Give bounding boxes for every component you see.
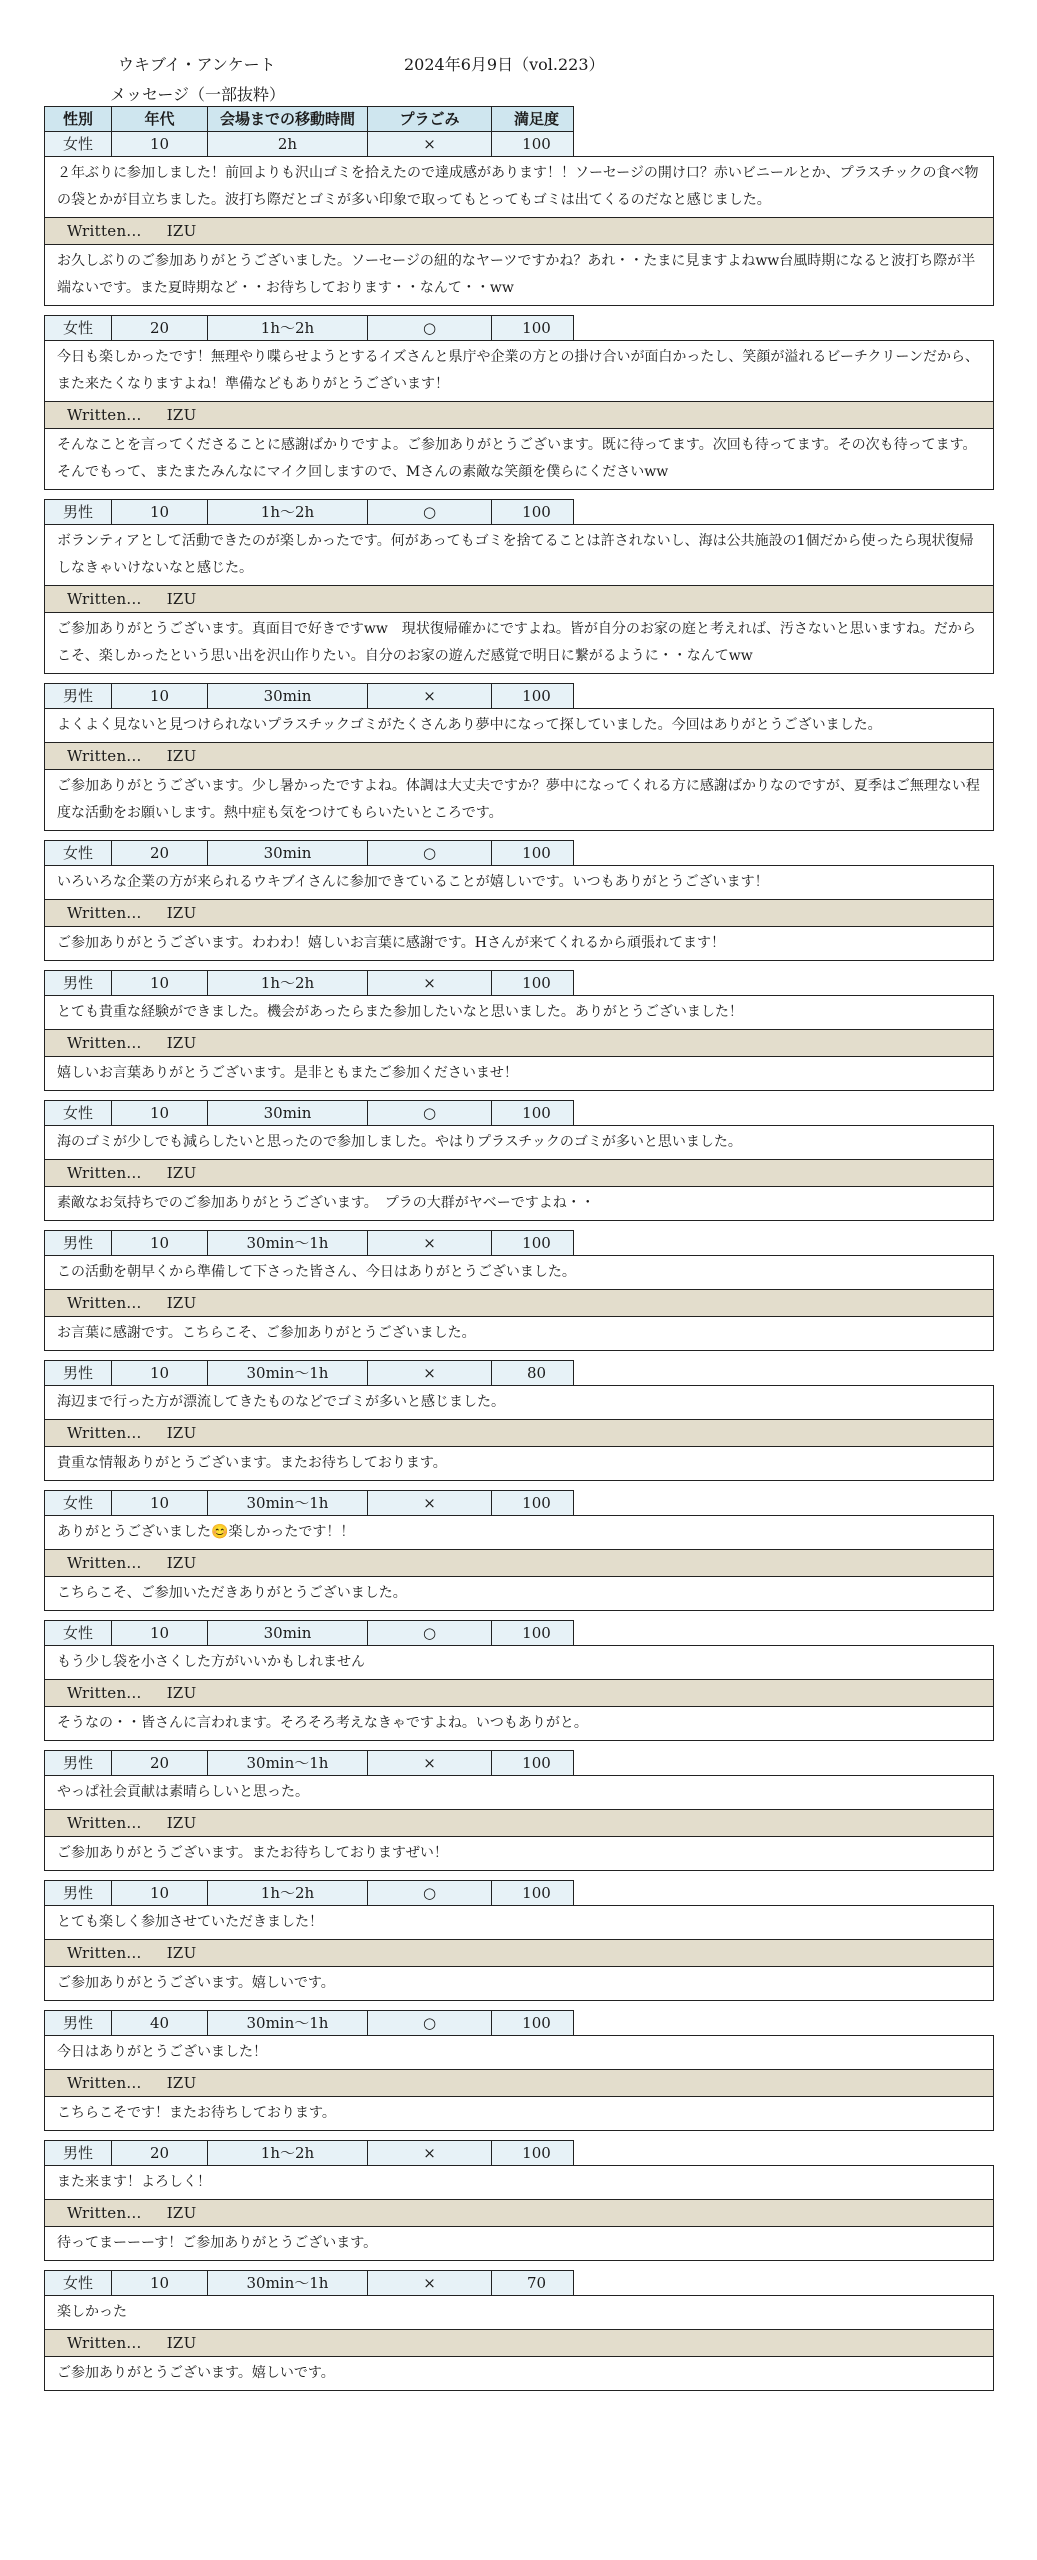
staff-reply: ご参加ありがとうございます。真面目で好きですww 現状復帰確かにですよね。皆が自分のお家の庭と考えれば、汚さないと思いますね。だからこそ、楽しかったという思い出を沢山作りたい。自分のお家の遊んだ感覚で明日に繋がるように・・なんてww (44, 613, 994, 674)
age-value: 10 (111, 1361, 207, 1385)
satisfaction-value: 100 (491, 1231, 581, 1255)
plastic-value: ○ (367, 500, 491, 524)
attribute-row (44, 2140, 574, 2165)
attribute-row (44, 1880, 574, 1905)
staff-reply: ご参加ありがとうございます。嬉しいです。 (44, 1967, 994, 2001)
reply-label: Written... (67, 1684, 142, 1702)
age-value: 40 (111, 2011, 207, 2035)
gender-value: 男性 (62, 503, 93, 521)
survey-entry (44, 1620, 994, 1741)
satisfaction-value: 100 (491, 316, 581, 340)
participant-message: この活動を朝早くから準備して下さった皆さん、今日はありがとうございました。 (44, 1255, 994, 1290)
age-value: 20 (111, 2141, 207, 2165)
attribute-row (44, 1360, 574, 1385)
reply-writer: IZU (166, 747, 197, 765)
participant-message: ありがとうございました😊楽しかったです！！ (44, 1515, 994, 1550)
age-value: 20 (111, 841, 207, 865)
column-satisfaction: 満足度 (491, 107, 581, 131)
participant-message: ２年ぶりに参加しました！前回よりも沢山ゴミを拾えたので達成感があります！！ソーセージの開け口？赤いビニールとか、プラスチックの食べ物の袋とかが目立ちました。波打ち際だとゴミが多い印象で取ってもとってもゴミは出てくるのだなと感じました。 (44, 156, 994, 218)
reply-writer: IZU (166, 222, 197, 240)
reply-header (44, 1160, 994, 1187)
travel-time-value: 1h〜2h (207, 971, 367, 995)
reply-header (44, 402, 994, 429)
survey-entry (44, 970, 994, 1091)
reply-header (44, 1290, 994, 1317)
plastic-value: ○ (367, 2011, 491, 2035)
survey-entry (44, 2010, 994, 2131)
staff-reply: ご参加ありがとうございます。少し暑かったですよね。体調は大丈夫ですか？夢中になってくれる方に感謝ばかりなのですが、夏季はご無理ない程度な活動をお願いします。熱中症も気をつけてもらいたいところです。 (44, 770, 994, 831)
reply-label: Written... (67, 1814, 142, 1832)
attribute-row (44, 1100, 574, 1125)
staff-reply: そんなことを言ってくださることに感謝ばかりですよ。ご参加ありがとうございます。既に待ってます。次回も待ってます。その次も待ってます。そんでもって、またまたみんなにマイク回しますので、Mさんの素敵な笑顔を僕らにくださいww (44, 429, 994, 490)
travel-time-value: 30min〜1h (207, 1361, 367, 1385)
participant-message: とても楽しく参加させていただきました！ (44, 1905, 994, 1940)
column-age: 年代 (111, 107, 207, 131)
attribute-row (44, 315, 574, 340)
age-value: 20 (111, 316, 207, 340)
column-travel-time: 会場までの移動時間 (207, 107, 367, 131)
staff-reply: ご参加ありがとうございます。わわわ！嬉しいお言葉に感謝です。Hさんが来てくれるから頑張れてます！ (44, 927, 994, 961)
travel-time-value: 1h〜2h (207, 316, 367, 340)
staff-reply: ご参加ありがとうございます。またお待ちしておりますぜい！ (44, 1837, 994, 1871)
participant-message: また来ます！よろしく！ (44, 2165, 994, 2200)
survey-entry (44, 1230, 994, 1351)
gender-value: 男性 (62, 1364, 93, 1382)
travel-time-value: 30min (207, 1101, 367, 1125)
participant-message: 海のゴミが少しでも減らしたいと思ったので参加しました。やはりプラスチックのゴミが多いと思いました。 (44, 1125, 994, 1160)
plastic-value: × (367, 1491, 491, 1515)
attribute-row (44, 1620, 574, 1645)
staff-reply: 素敵なお気持ちでのご参加ありがとうございます。 プラの大群がヤベーですよね・・ (44, 1187, 994, 1221)
reply-header (44, 1810, 994, 1837)
reply-label: Written... (67, 1294, 142, 1312)
plastic-value: ○ (367, 1881, 491, 1905)
travel-time-value: 30min〜1h (207, 1231, 367, 1255)
gender-value: 女性 (62, 844, 93, 862)
age-value: 10 (111, 684, 207, 708)
attribute-row (44, 2010, 574, 2035)
survey-title: ウキブイ・アンケート (118, 55, 276, 74)
reply-label: Written... (67, 904, 142, 922)
reply-header (44, 2330, 994, 2357)
travel-time-value: 1h〜2h (207, 500, 367, 524)
attribute-row (44, 683, 574, 708)
travel-time-value: 30min〜1h (207, 1491, 367, 1515)
reply-writer: IZU (166, 1424, 197, 1442)
reply-writer: IZU (166, 590, 197, 608)
attribute-row (44, 1230, 574, 1255)
age-value: 10 (111, 1231, 207, 1255)
participant-message: やっぱ社会貢献は素晴らしいと思った。 (44, 1775, 994, 1810)
gender-value: 女性 (62, 135, 93, 153)
attribute-row (44, 131, 574, 156)
participant-message: 今日はありがとうございました！ (44, 2035, 994, 2070)
reply-header (44, 1680, 994, 1707)
staff-reply: 待ってまーーーす！ご参加ありがとうございます。 (44, 2227, 994, 2261)
reply-label: Written... (67, 222, 142, 240)
reply-header (44, 2070, 994, 2097)
reply-writer: IZU (166, 406, 197, 424)
plastic-value: × (367, 1361, 491, 1385)
attribute-row (44, 840, 574, 865)
reply-header (44, 1940, 994, 1967)
gender-value: 男性 (62, 1234, 93, 1252)
age-value: 10 (111, 500, 207, 524)
reply-label: Written... (67, 2334, 142, 2352)
plastic-value: × (367, 132, 491, 156)
reply-label: Written... (67, 406, 142, 424)
reply-writer: IZU (166, 1554, 197, 1572)
reply-header (44, 586, 994, 613)
staff-reply: 貴重な情報ありがとうございます。またお待ちしております。 (44, 1447, 994, 1481)
survey-entry (44, 683, 994, 831)
travel-time-value: 2h (207, 132, 367, 156)
satisfaction-value: 100 (491, 1621, 581, 1645)
survey-entry (44, 2270, 994, 2391)
reply-header (44, 218, 994, 245)
staff-reply: ご参加ありがとうございます。嬉しいです。 (44, 2357, 994, 2391)
reply-label: Written... (67, 747, 142, 765)
survey-entry (44, 840, 994, 961)
travel-time-value: 30min〜1h (207, 2271, 367, 2295)
reply-header (44, 2200, 994, 2227)
travel-time-value: 30min (207, 841, 367, 865)
age-value: 10 (111, 1621, 207, 1645)
satisfaction-value: 100 (491, 1881, 581, 1905)
survey-entry (44, 315, 994, 490)
plastic-value: × (367, 1751, 491, 1775)
satisfaction-value: 100 (491, 132, 581, 156)
column-plastic: プラごみ (367, 107, 491, 131)
plastic-value: ○ (367, 316, 491, 340)
participant-message: ボランティアとして活動できたのが楽しかったです。何があってもゴミを捨てることは許されないし、海は公共施設の1個だから使ったら現状復帰しなきゃいけないなと感じた。 (44, 524, 994, 586)
attribute-row (44, 1750, 574, 1775)
plastic-value: ○ (367, 1621, 491, 1645)
participant-message: 今日も楽しかったです！無理やり喋らせようとするイズさんと県庁や企業の方との掛け合いが面白かったし、笑顔が溢れるビーチクリーンだから、また来たくなりますよね！準備などもありがとうございます！ (44, 340, 994, 402)
reply-writer: IZU (166, 1294, 197, 1312)
survey-entry (44, 1750, 994, 1871)
participant-message: よくよく見ないと見つけられないプラスチックゴミがたくさんあり夢中になって探していました。今回はありがとうございました。 (44, 708, 994, 743)
survey-entry (44, 2140, 994, 2261)
plastic-value: × (367, 971, 491, 995)
survey-entries (44, 106, 994, 2400)
reply-writer: IZU (166, 2334, 197, 2352)
reply-label: Written... (67, 1164, 142, 1182)
gender-value: 女性 (62, 1104, 93, 1122)
plastic-value: × (367, 1231, 491, 1255)
survey-entry (44, 1880, 994, 2001)
travel-time-value: 30min (207, 1621, 367, 1645)
reply-writer: IZU (166, 2204, 197, 2222)
gender-value: 男性 (62, 1884, 93, 1902)
reply-label: Written... (67, 1034, 142, 1052)
reply-header (44, 900, 994, 927)
gender-value: 女性 (62, 1494, 93, 1512)
reply-writer: IZU (166, 1034, 197, 1052)
staff-reply: お久しぶりのご参加ありがとうございました。ソーセージの紐的なヤーツですかね？あれ・・たまに見ますよねww台風時期になると波打ち際が半端ないです。また夏時期など・・お待ちしております・・なんて・・ww (44, 245, 994, 306)
travel-time-value: 30min〜1h (207, 2011, 367, 2035)
survey-entry (44, 1100, 994, 1221)
gender-value: 男性 (62, 2144, 93, 2162)
column-gender: 性別 (62, 110, 93, 128)
participant-message: 楽しかった (44, 2295, 994, 2330)
age-value: 10 (111, 1491, 207, 1515)
survey-entry (44, 1360, 994, 1481)
participant-message: もう少し袋を小さくした方がいいかもしれません (44, 1645, 994, 1680)
reply-header (44, 1550, 994, 1577)
attribute-row (44, 2270, 574, 2295)
staff-reply: こちらこそ、ご参加いただきありがとうございました。 (44, 1577, 994, 1611)
participant-message: とても貴重な経験ができました。機会があったらまた参加したいなと思いました。ありがとうございました！ (44, 995, 994, 1030)
satisfaction-value: 100 (491, 500, 581, 524)
participant-message: いろいろな企業の方が来られるウキブイさんに参加できていることが嬉しいです。いつもありがとうございます！ (44, 865, 994, 900)
travel-time-value: 1h〜2h (207, 1881, 367, 1905)
attribute-row (44, 1490, 574, 1515)
gender-value: 男性 (62, 1754, 93, 1772)
reply-writer: IZU (166, 1164, 197, 1182)
reply-header (44, 743, 994, 770)
satisfaction-value: 100 (491, 2011, 581, 2035)
reply-writer: IZU (166, 904, 197, 922)
gender-value: 女性 (62, 1624, 93, 1642)
gender-value: 女性 (62, 2274, 93, 2292)
satisfaction-value: 80 (491, 1361, 581, 1385)
reply-writer: IZU (166, 2074, 197, 2092)
survey-date: 2024年6月9日（vol.223） (404, 55, 605, 74)
reply-label: Written... (67, 590, 142, 608)
staff-reply: お言葉に感謝です。こちらこそ、ご参加ありがとうございました。 (44, 1317, 994, 1351)
age-value: 10 (111, 1101, 207, 1125)
participant-message: 海辺まで行った方が漂流してきたものなどでゴミが多いと感じました。 (44, 1385, 994, 1420)
travel-time-value: 1h〜2h (207, 2141, 367, 2165)
satisfaction-value: 100 (491, 684, 581, 708)
reply-writer: IZU (166, 1814, 197, 1832)
gender-value: 男性 (62, 2014, 93, 2032)
reply-label: Written... (67, 1554, 142, 1572)
plastic-value: × (367, 684, 491, 708)
plastic-value: × (367, 2271, 491, 2295)
reply-label: Written... (67, 2204, 142, 2222)
satisfaction-value: 100 (491, 1101, 581, 1125)
attribute-row (44, 499, 574, 524)
age-value: 10 (111, 1881, 207, 1905)
reply-writer: IZU (166, 1944, 197, 1962)
reply-label: Written... (67, 1944, 142, 1962)
attribute-row (44, 970, 574, 995)
gender-value: 男性 (62, 974, 93, 992)
age-value: 10 (111, 132, 207, 156)
satisfaction-value: 100 (491, 971, 581, 995)
survey-subtitle: メッセージ（一部抜粋） (110, 85, 286, 104)
plastic-value: × (367, 2141, 491, 2165)
staff-reply: そうなの・・皆さんに言われます。そろそろ考えなきゃですよね。いつもありがと。 (44, 1707, 994, 1741)
satisfaction-value: 100 (491, 1751, 581, 1775)
reply-writer: IZU (166, 1684, 197, 1702)
satisfaction-value: 100 (491, 2141, 581, 2165)
reply-header (44, 1420, 994, 1447)
survey-entry (44, 1490, 994, 1611)
travel-time-value: 30min〜1h (207, 1751, 367, 1775)
gender-value: 男性 (62, 687, 93, 705)
survey-entry (44, 499, 994, 674)
satisfaction-value: 70 (491, 2271, 581, 2295)
age-value: 10 (111, 2271, 207, 2295)
survey-entry (44, 131, 994, 306)
age-value: 20 (111, 1751, 207, 1775)
staff-reply: 嬉しいお言葉ありがとうございます。是非ともまたご参加くださいませ！ (44, 1057, 994, 1091)
age-value: 10 (111, 971, 207, 995)
travel-time-value: 30min (207, 684, 367, 708)
staff-reply: こちらこそです！またお待ちしております。 (44, 2097, 994, 2131)
gender-value: 女性 (62, 319, 93, 337)
plastic-value: ○ (367, 1101, 491, 1125)
reply-label: Written... (67, 2074, 142, 2092)
plastic-value: ○ (367, 841, 491, 865)
reply-header (44, 1030, 994, 1057)
reply-label: Written... (67, 1424, 142, 1442)
satisfaction-value: 100 (491, 841, 581, 865)
satisfaction-value: 100 (491, 1491, 581, 1515)
column-header-row (44, 106, 574, 131)
